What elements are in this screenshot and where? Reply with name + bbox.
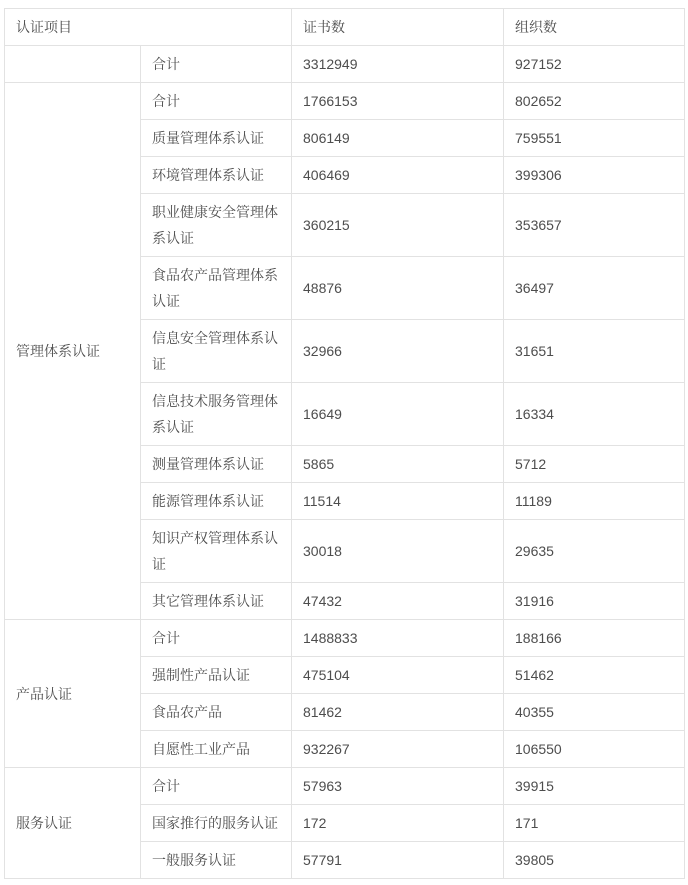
category-cell-empty [5, 46, 141, 83]
organizations-cell: 171 [504, 805, 685, 842]
row-label-cell: 一般服务认证 [141, 842, 292, 879]
certificates-cell: 1488833 [292, 620, 504, 657]
certificates-cell: 5865 [292, 446, 504, 483]
row-label-cell: 环境管理体系认证 [141, 157, 292, 194]
organizations-cell: 16334 [504, 383, 685, 446]
organizations-cell: 31916 [504, 583, 685, 620]
organizations-cell: 353657 [504, 194, 685, 257]
category-cell: 产品认证 [5, 620, 141, 768]
organizations-cell: 31651 [504, 320, 685, 383]
row-label-cell: 自愿性工业产品 [141, 731, 292, 768]
row-label-cell: 职业健康安全管理体系认证 [141, 194, 292, 257]
organizations-cell: 51462 [504, 657, 685, 694]
row-label-cell: 合计 [141, 620, 292, 657]
row-label-cell: 国家推行的服务认证 [141, 805, 292, 842]
row-label-cell: 食品农产品管理体系认证 [141, 257, 292, 320]
row-label-cell: 能源管理体系认证 [141, 483, 292, 520]
organizations-cell: 39915 [504, 768, 685, 805]
certificates-cell: 360215 [292, 194, 504, 257]
organizations-cell: 802652 [504, 83, 685, 120]
column-header-organizations: 组织数 [504, 9, 685, 46]
table-header [5, 9, 685, 46]
certificates-cell: 806149 [292, 120, 504, 157]
certification-stats-table-container [4, 8, 684, 879]
organizations-cell: 188166 [504, 620, 685, 657]
organizations-cell: 399306 [504, 157, 685, 194]
certificates-cell: 32966 [292, 320, 504, 383]
certificates-cell: 172 [292, 805, 504, 842]
organizations-cell: 29635 [504, 520, 685, 583]
certificates-cell: 81462 [292, 694, 504, 731]
certificates-cell: 1766153 [292, 83, 504, 120]
certificates-cell: 3312949 [292, 46, 504, 83]
certificates-cell: 16649 [292, 383, 504, 446]
organizations-cell: 927152 [504, 46, 685, 83]
certificates-cell: 932267 [292, 731, 504, 768]
certificates-cell: 57963 [292, 768, 504, 805]
organizations-cell: 36497 [504, 257, 685, 320]
certificates-cell: 47432 [292, 583, 504, 620]
certificates-cell: 48876 [292, 257, 504, 320]
header-row [5, 9, 685, 46]
table-body [5, 46, 685, 879]
organizations-cell: 40355 [504, 694, 685, 731]
certificates-cell: 406469 [292, 157, 504, 194]
row-label-cell: 其它管理体系认证 [141, 583, 292, 620]
row-label-cell: 测量管理体系认证 [141, 446, 292, 483]
row-label-cell: 信息技术服务管理体系认证 [141, 383, 292, 446]
table-row [5, 83, 685, 120]
row-label-cell: 信息安全管理体系认证 [141, 320, 292, 383]
row-label-cell: 强制性产品认证 [141, 657, 292, 694]
row-label-cell: 食品农产品 [141, 694, 292, 731]
column-header-certificates: 证书数 [292, 9, 504, 46]
certificates-cell: 57791 [292, 842, 504, 879]
organizations-cell: 106550 [504, 731, 685, 768]
table-row [5, 768, 685, 805]
certificates-cell: 11514 [292, 483, 504, 520]
organizations-cell: 11189 [504, 483, 685, 520]
category-cell: 管理体系认证 [5, 83, 141, 620]
certificates-cell: 30018 [292, 520, 504, 583]
table-row [5, 46, 685, 83]
organizations-cell: 5712 [504, 446, 685, 483]
row-label-cell: 合计 [141, 83, 292, 120]
row-label-cell: 质量管理体系认证 [141, 120, 292, 157]
organizations-cell: 759551 [504, 120, 685, 157]
column-header-project: 认证项目 [5, 9, 292, 46]
certification-stats-table [4, 8, 685, 879]
row-label-cell: 知识产权管理体系认证 [141, 520, 292, 583]
category-cell: 服务认证 [5, 768, 141, 879]
certificates-cell: 475104 [292, 657, 504, 694]
organizations-cell: 39805 [504, 842, 685, 879]
table-row [5, 620, 685, 657]
row-label-cell: 合计 [141, 46, 292, 83]
row-label-cell: 合计 [141, 768, 292, 805]
